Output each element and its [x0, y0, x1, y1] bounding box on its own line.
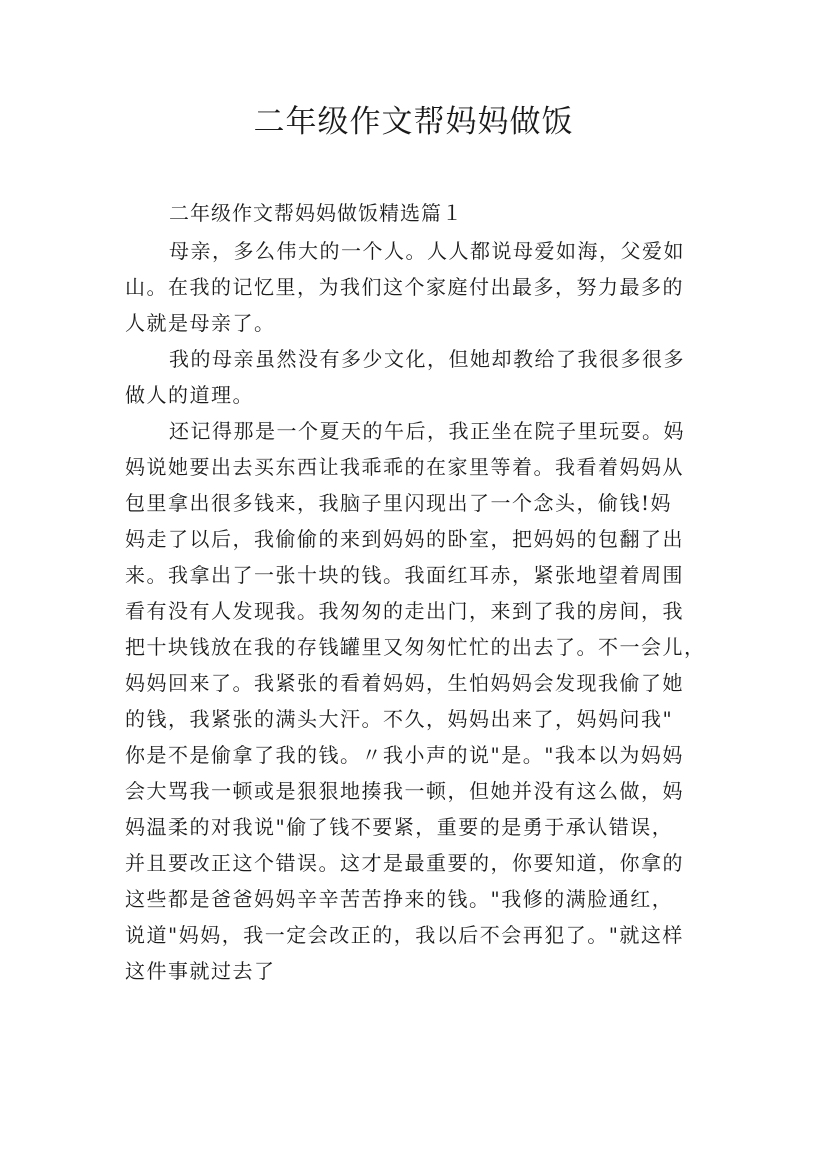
paragraph-line: 这件事就过去了 — [125, 959, 276, 983]
paragraph-line: 这些都是爸爸妈妈辛辛苦苦挣来的钱。"我修的满脸通红， — [125, 887, 674, 911]
paragraph-line: 妈说她要出去买东西让我乖乖的在家里等着。我看着妈妈从 — [125, 455, 684, 479]
paragraph-line: 的钱，我紧张的满头大汗。不久，妈妈出来了，妈妈问我" — [125, 707, 674, 731]
paragraph-line: 会大骂我一顿或是狠狠地揍我一顿，但她并没有这么做，妈 — [125, 779, 684, 803]
paragraph-line: 妈走了以后，我偷偷的来到妈妈的卧室，把妈妈的包翻了出 — [125, 527, 684, 551]
paragraph-line: 母亲，多么伟大的一个人。人人都说母爱如海，父爱如 — [169, 239, 685, 263]
paragraph-line: 说道"妈妈，我一定会改正的，我以后不会再犯了。"就这样 — [125, 923, 684, 947]
paragraph-line: 来。我拿出了一张十块的钱。我面红耳赤，紧张地望着周围 — [125, 563, 684, 587]
paragraph-container — [125, 233, 707, 989]
paragraph-line: 看有没有人发现我。我匆匆的走出门，来到了我的房间，我 — [125, 599, 684, 623]
body-paragraph — [125, 341, 707, 413]
paragraph-line: 我的母亲虽然没有多少文化，但她却教给了我很多很多 — [169, 347, 685, 371]
paragraph-line: 山。在我的记忆里，为我们这个家庭付出最多，努力最多的 — [125, 275, 684, 299]
paragraph-line: 妈温柔的对我说"偷了钱不要紧，重要的是勇于承认错误， — [125, 815, 674, 839]
paragraph-line: 把十块钱放在我的存钱罐里又匆匆忙忙的出去了。不一会儿， — [125, 635, 706, 659]
body-paragraph — [125, 233, 707, 341]
body-paragraph — [125, 413, 707, 989]
document-title: 二年级作文帮妈妈做饭 — [253, 104, 574, 140]
paragraph-line: 包里拿出很多钱来，我脑子里闪现出了一个念头，偷钱!妈 — [125, 491, 673, 515]
paragraph-line: 并且要改正这个错误。这才是最重要的，你要知道，你拿的 — [125, 851, 684, 875]
document-body — [125, 193, 707, 989]
paragraph-line: 做人的道理。 — [125, 383, 254, 407]
section-subtitle: 二年级作文帮妈妈做饭精选篇１ — [169, 201, 463, 225]
paragraph-line: 人就是母亲了。 — [125, 311, 276, 335]
paragraph-line: 妈妈回来了。我紧张的看着妈妈，生怕妈妈会发现我偷了她 — [125, 671, 684, 695]
paragraph-line: 你是不是偷拿了我的钱。〃我小声的说"是。"我本以为妈妈 — [125, 743, 684, 767]
paragraph-line: 还记得那是一个夏天的午后，我正坐在院子里玩耍。妈 — [169, 419, 685, 443]
